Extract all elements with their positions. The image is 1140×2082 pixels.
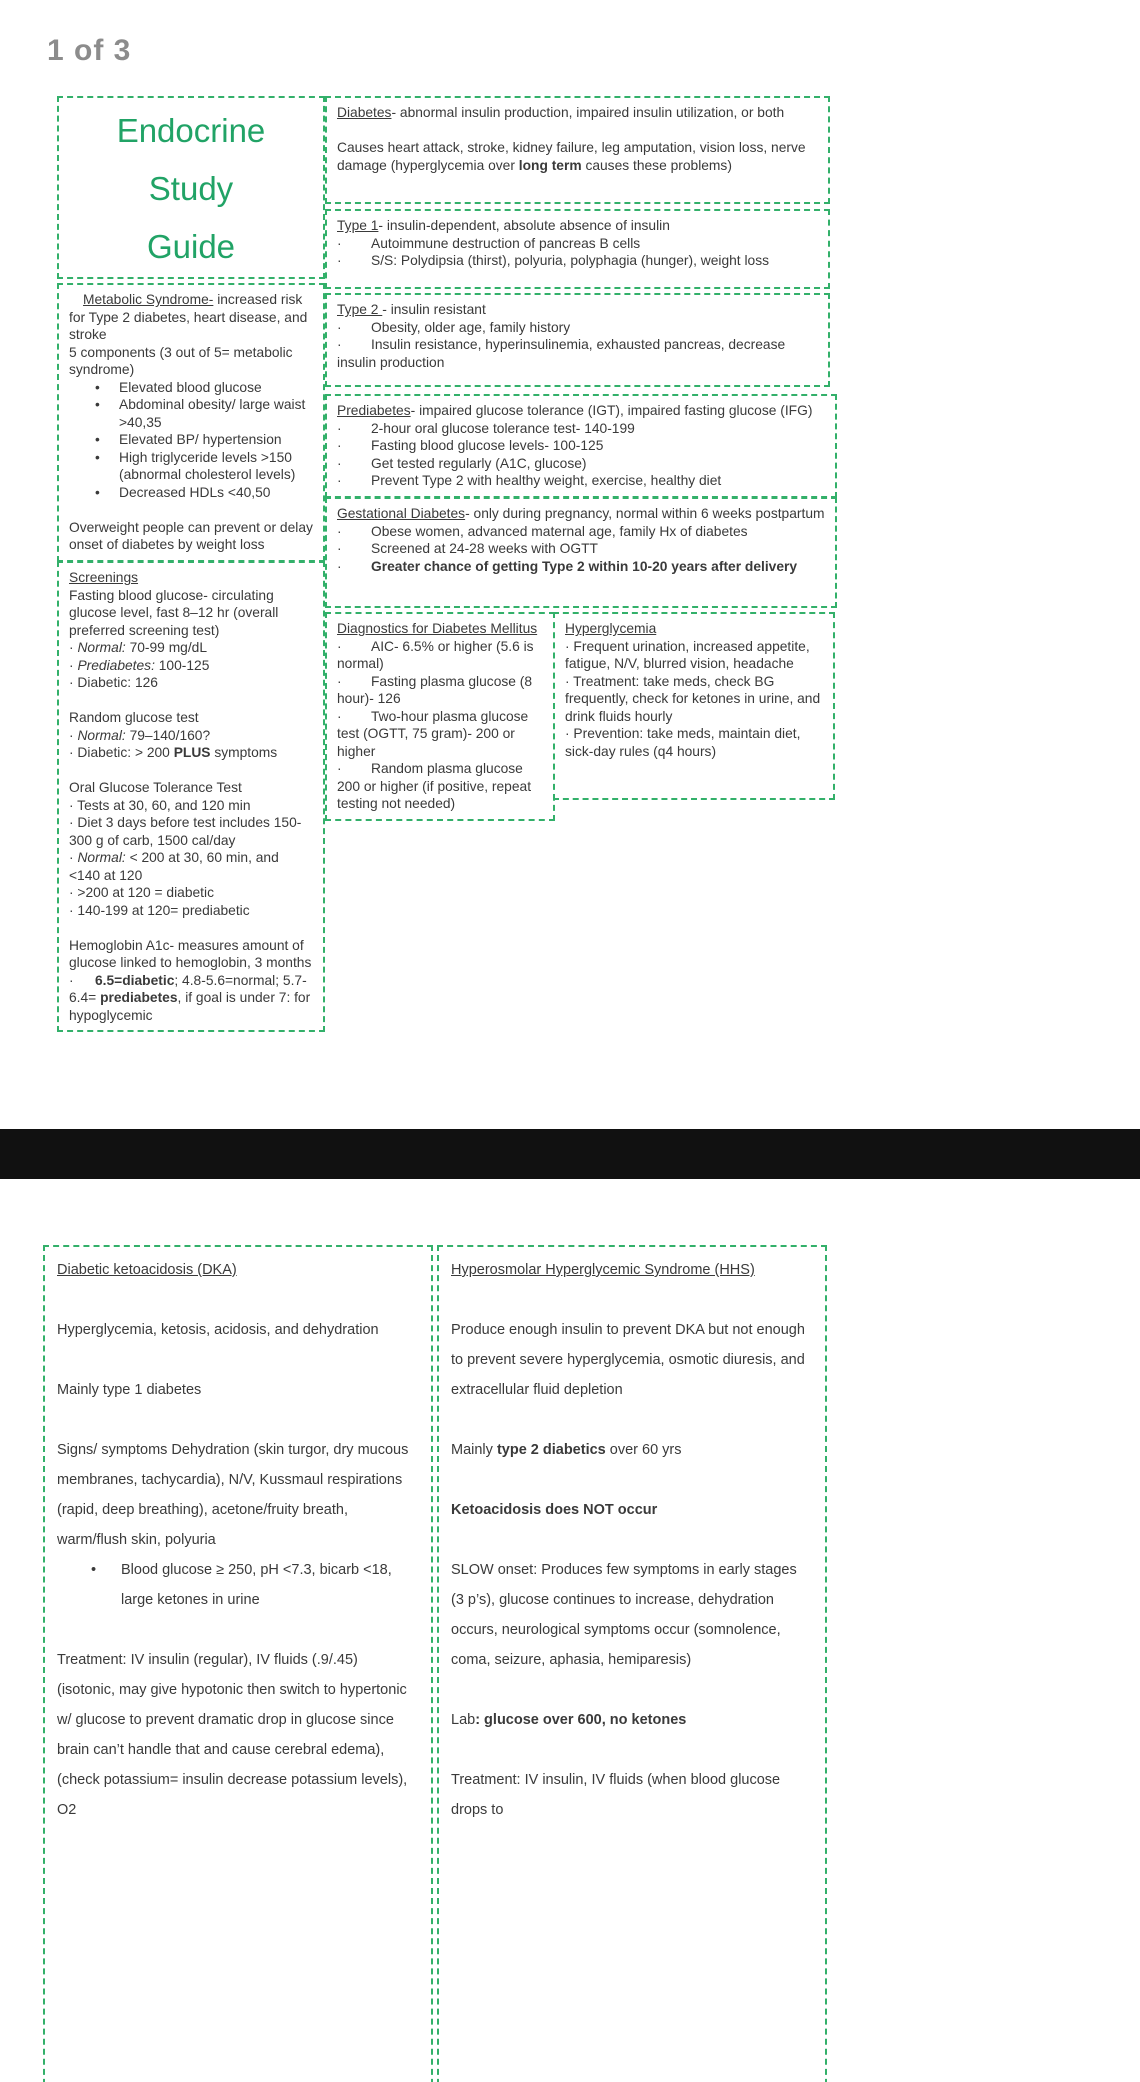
blank-line: [57, 1405, 419, 1435]
middle-dot-marker: ·: [337, 319, 342, 335]
text-run: , if goal is under 7: for hypoglycemic: [69, 990, 311, 1023]
text-run: type 2 diabetics: [496, 1442, 606, 1458]
text-run: symptoms: [210, 745, 278, 760]
text-run: Hemoglobin A1c- measures amount of glucose linked to hemoglobin, 3 months: [69, 937, 312, 970]
text-run: Blood glucose ≥ 250, pH <7.3, bicarb <18, large ketones in urine: [121, 1562, 392, 1608]
text-run: Hyperglycemia, ketosis, acidosis, and dehydration: [57, 1322, 379, 1338]
text-paragraph: [451, 1255, 813, 1285]
text-paragraph: [69, 727, 313, 745]
blank-line: [451, 1525, 813, 1555]
text-paragraph: [69, 218, 313, 276]
text-paragraph: [451, 1315, 813, 1405]
text-paragraph: [69, 431, 313, 449]
text-run: Normal:: [77, 850, 126, 865]
text-paragraph: [57, 1645, 419, 1825]
text-paragraph: [69, 657, 313, 675]
middle-dot-marker: ·: [337, 337, 342, 352]
text-run: Mainly type 1 diabetes: [57, 1382, 202, 1398]
text-run: S/S: Polydipsia (thirst), polyuria, polyphagia (hunger), weight loss: [371, 253, 770, 268]
text-paragraph: [337, 505, 825, 523]
text-paragraph: [451, 1435, 813, 1465]
text-run: Obesity, older age, family history: [371, 319, 571, 335]
text-run: · Tests at 30, 60, and 120 min: [69, 797, 251, 813]
gestational-diabetes-box: [325, 497, 837, 608]
text-paragraph: [69, 674, 313, 692]
diabetes-overview-box: [325, 96, 830, 204]
text-run: Causes heart attack, stroke, kidney failure, leg amputation, vision loss, nerve damage (hyperglycemia over: [337, 140, 806, 173]
text-run: PLUS: [173, 745, 211, 760]
dka-box: [43, 1245, 433, 2082]
text-run: · Frequent urination, increased appetite, fatigue, N/V, blurred vision, headache: [565, 638, 810, 671]
text-run: Random plasma glucose 200 or higher (if positive, repeat testing not needed): [337, 761, 532, 811]
middle-dot-marker: ·: [337, 523, 342, 539]
text-run: - insulin-dependent, absolute absence of insulin: [378, 218, 670, 233]
text-paragraph: [57, 1375, 419, 1405]
text-run: Decreased HDLs <40,50: [119, 484, 271, 500]
text-run: Study: [148, 170, 234, 207]
text-run: · Diabetic: 126: [69, 675, 158, 690]
blank-line: [57, 1285, 419, 1315]
metabolic-syndrome-box: [57, 283, 325, 562]
title-box: [57, 96, 325, 279]
text-run: Gestational Diabetes: [337, 506, 466, 521]
text-run: Screened at 24-28 weeks with OGTT: [371, 541, 598, 556]
text-run: High triglyceride levels >150 (abnormal cholesterol levels): [119, 449, 296, 482]
text-paragraph: [451, 1705, 813, 1735]
text-paragraph: [337, 760, 543, 813]
text-paragraph: [69, 569, 313, 587]
text-paragraph: [337, 620, 543, 638]
text-paragraph: [69, 849, 313, 884]
text-run: Mainly: [451, 1442, 497, 1458]
middle-dot-marker: ·: [337, 558, 342, 574]
text-paragraph: [69, 396, 313, 431]
text-run: · Prevention: take meds, maintain diet, sick-day rules (q4 hours): [565, 726, 801, 759]
text-paragraph: [337, 638, 543, 673]
text-run: Insulin resistance, hyperinsulinemia, exhausted pancreas, decrease insulin production: [337, 337, 786, 370]
text-run: Random glucose test: [69, 710, 199, 725]
text-run: : glucose over 600, no ketones: [475, 1712, 687, 1728]
text-run: Greater chance of getting Type 2 within 10-20 years after delivery: [371, 558, 798, 574]
text-paragraph: [69, 937, 313, 972]
text-run: Hyperosmolar Hyperglycemic Syndrome (HHS): [451, 1262, 755, 1278]
text-run: ·: [69, 640, 78, 655]
text-run: Prevent Type 2 with healthy weight, exercise, healthy diet: [371, 473, 722, 488]
text-run: Endocrine: [116, 112, 266, 149]
middle-dot-marker: ·: [337, 420, 342, 436]
text-run: Normal:: [77, 640, 126, 655]
text-paragraph: [337, 540, 825, 558]
blank-line: [451, 1675, 813, 1705]
text-run: Fasting plasma glucose (8 hour)- 126: [337, 673, 533, 706]
blank-line: [451, 1285, 813, 1315]
text-run: Ketoacidosis does NOT occur: [451, 1502, 658, 1518]
text-paragraph: [337, 301, 818, 319]
text-run: Lab: [451, 1712, 476, 1728]
middle-dot-marker: ·: [337, 638, 342, 654]
text-paragraph: [337, 523, 825, 541]
text-run: Two-hour plasma glucose test (OGTT, 75 gram)- 200 or higher: [337, 708, 529, 759]
blank-line: [451, 1405, 813, 1435]
text-paragraph: [69, 814, 313, 849]
text-run: AIC- 6.5% or higher (5.6 is normal): [337, 638, 534, 671]
middle-dot-marker: ·: [69, 972, 74, 988]
text-paragraph: [337, 455, 825, 473]
blank-line: [57, 1345, 419, 1375]
text-run: Type 2: [337, 302, 383, 317]
text-run: Autoimmune destruction of pancreas B cells: [371, 235, 641, 251]
text-run: Signs/ symptoms Dehydration (skin turgor, dry mucous membranes, tachycardia), N/V, Kussmaul respirations (rapid, deep breathing), acetone/fruity breath, warm/flush skin, polyuria: [57, 1442, 409, 1548]
middle-dot-marker: ·: [337, 708, 342, 724]
text-run: 6.5=diabetic: [95, 972, 175, 988]
text-paragraph: [337, 319, 818, 337]
text-paragraph: [69, 344, 313, 379]
text-run: · Diabetic: > 200: [69, 745, 174, 760]
text-paragraph: [57, 1255, 419, 1285]
text-run: Normal:: [77, 727, 126, 743]
text-paragraph: [69, 519, 313, 554]
text-run: 5 components (3 out of 5= metabolic syndrome): [69, 344, 293, 377]
text-run: Overweight people can prevent or delay onset of diabetes by weight loss: [69, 519, 313, 552]
text-paragraph: [57, 1555, 419, 1615]
middle-dot-marker: ·: [337, 473, 342, 488]
middle-dot-marker: ·: [337, 455, 342, 471]
text-paragraph: [69, 797, 313, 815]
middle-dot-marker: ·: [337, 673, 342, 689]
text-run: Prediabetes:: [77, 657, 155, 673]
text-run: - insulin resistant: [382, 302, 486, 317]
text-run: 2-hour oral glucose tolerance test- 140-199: [371, 420, 635, 436]
page-separator-bar: [0, 1129, 1140, 1179]
text-run: Treatment: IV insulin (regular), IV fluids (.9/.45) (isotonic, may give hypotonic then switch to hypertonic w/ glucose to prevent dramatic drop in glucose since brain can’t handle that and cause cerebral edema), (check potassium= insulin decrease potassium levels), O2: [57, 1652, 408, 1818]
blank-line: [69, 762, 313, 780]
text-run: · Treatment: take meds, check BG frequently, check for ketones in urine, and drink fluids hourly: [565, 673, 821, 724]
text-run: Obese women, advanced maternal age, family Hx of diabetes: [371, 523, 748, 539]
text-paragraph: [337, 139, 818, 174]
blank-line: [69, 501, 313, 519]
text-paragraph: [57, 1435, 419, 1555]
hhs-box: [437, 1245, 827, 2082]
type-2-diabetes-box: [325, 293, 830, 387]
text-run: Type 1: [337, 218, 379, 233]
text-paragraph: [337, 104, 818, 122]
text-run: 100-125: [154, 657, 210, 673]
text-run: Fasting blood glucose levels- 100-125: [371, 438, 604, 453]
text-run: causes these problems): [581, 157, 732, 173]
text-run: over 60 yrs: [605, 1442, 682, 1458]
text-paragraph: [69, 587, 313, 640]
text-run: - abnormal insulin production, impaired insulin utilization, or both: [391, 105, 785, 120]
text-run: Elevated blood glucose: [119, 379, 262, 395]
middle-dot-marker: ·: [337, 253, 342, 268]
text-paragraph: [69, 484, 313, 502]
text-paragraph: [565, 725, 823, 760]
text-paragraph: [565, 673, 823, 726]
text-paragraph: [337, 708, 543, 761]
text-run: Diagnostics for Diabetes Mellitus: [337, 621, 538, 636]
text-run: Produce enough insulin to prevent DKA but not enough to prevent severe hyperglycemia, osmotic diuresis, and extracellular fluid depletion: [451, 1322, 805, 1398]
text-paragraph: [337, 336, 818, 371]
middle-dot-marker: ·: [337, 541, 342, 556]
middle-dot-marker: ·: [337, 761, 342, 776]
text-paragraph: [69, 449, 313, 484]
text-run: ·: [69, 657, 78, 673]
type-1-diabetes-box: [325, 209, 830, 289]
text-run: Hyperglycemia: [565, 621, 657, 636]
text-run: Metabolic Syndrome-: [83, 292, 214, 307]
text-run: increased risk for Type 2 diabetes, heart disease, and stroke: [69, 292, 308, 342]
text-run: Guide: [146, 228, 236, 265]
prediabetes-box: [325, 394, 837, 498]
text-paragraph: [69, 972, 313, 1025]
text-paragraph: [69, 884, 313, 902]
text-paragraph: [451, 1555, 813, 1675]
text-paragraph: [69, 291, 313, 344]
text-run: SLOW onset: Produces few symptoms in early stages (3 p’s), glucose continues to increase, dehydration occurs, neurological symptoms occur (somnolence, coma, seizure, aphasia, hemiparesis): [451, 1562, 797, 1668]
text-paragraph: [451, 1495, 813, 1525]
text-run: Abdominal obesity/ large waist >40,35: [119, 397, 306, 430]
middle-dot-marker: ·: [337, 235, 342, 251]
blank-line: [57, 1615, 419, 1645]
text-run: Treatment: IV insulin, IV fluids (when blood glucose drops to: [451, 1772, 781, 1818]
text-run: Diabetes: [337, 105, 392, 120]
text-run: · 140-199 at 120= prediabetic: [69, 902, 250, 918]
diagnostics-box: [325, 612, 555, 821]
text-run: ; 4.8-5.6=normal; 5.7-6.4=: [69, 972, 307, 1005]
text-paragraph: [337, 420, 825, 438]
text-paragraph: [69, 639, 313, 657]
blank-line: [337, 122, 818, 140]
text-paragraph: [337, 472, 825, 490]
text-run: Fasting blood glucose- circulating glucose level, fast 8–12 hr (overall preferred screening test): [69, 587, 279, 638]
text-paragraph: [69, 709, 313, 727]
text-paragraph: [565, 638, 823, 673]
text-run: Prediabetes: [337, 403, 411, 418]
hyperglycemia-box: [553, 612, 835, 800]
text-paragraph: [69, 779, 313, 797]
text-paragraph: [337, 402, 825, 420]
text-run: ·: [69, 727, 78, 743]
text-paragraph: [69, 160, 313, 218]
text-run: 79–140/160?: [125, 727, 211, 743]
text-run: long term: [518, 157, 582, 173]
text-run: < 200 at 30, 60 min, and <140 at 120: [69, 850, 279, 883]
text-paragraph: [337, 252, 818, 270]
text-paragraph: [337, 235, 818, 253]
middle-dot-marker: ·: [337, 438, 342, 453]
blank-line: [451, 1465, 813, 1495]
text-paragraph: [69, 744, 313, 762]
text-run: Oral Glucose Tolerance Test: [69, 780, 242, 795]
text-paragraph: [57, 1315, 419, 1345]
text-paragraph: [451, 1765, 813, 1825]
text-run: 70-99 mg/dL: [125, 640, 208, 655]
text-paragraph: [337, 673, 543, 708]
text-run: Diabetic ketoacidosis (DKA): [57, 1262, 237, 1278]
text-run: Get tested regularly (A1C, glucose): [371, 455, 587, 471]
text-run: prediabetes: [100, 990, 178, 1005]
text-paragraph: [565, 620, 823, 638]
blank-line: [69, 692, 313, 710]
page-indicator: 1 of 3: [47, 34, 132, 67]
text-paragraph: [337, 558, 825, 576]
text-paragraph: [337, 437, 825, 455]
text-run: ·: [69, 850, 78, 865]
blank-line: [451, 1735, 813, 1765]
screenings-box: [57, 561, 325, 1032]
text-run: Screenings: [69, 570, 139, 585]
blank-line: [69, 919, 313, 937]
text-paragraph: [69, 102, 313, 160]
text-run: · >200 at 120 = diabetic: [69, 885, 214, 900]
text-run: - only during pregnancy, normal within 6 weeks postpartum: [465, 506, 825, 521]
text-paragraph: [337, 217, 818, 235]
text-run: Elevated BP/ hypertension: [119, 432, 282, 447]
text-paragraph: [69, 379, 313, 397]
text-run: - impaired glucose tolerance (IGT), impaired fasting glucose (IFG): [410, 403, 813, 418]
text-paragraph: [69, 902, 313, 920]
text-run: · Diet 3 days before test includes 150-300 g of carb, 1500 cal/day: [69, 815, 302, 848]
